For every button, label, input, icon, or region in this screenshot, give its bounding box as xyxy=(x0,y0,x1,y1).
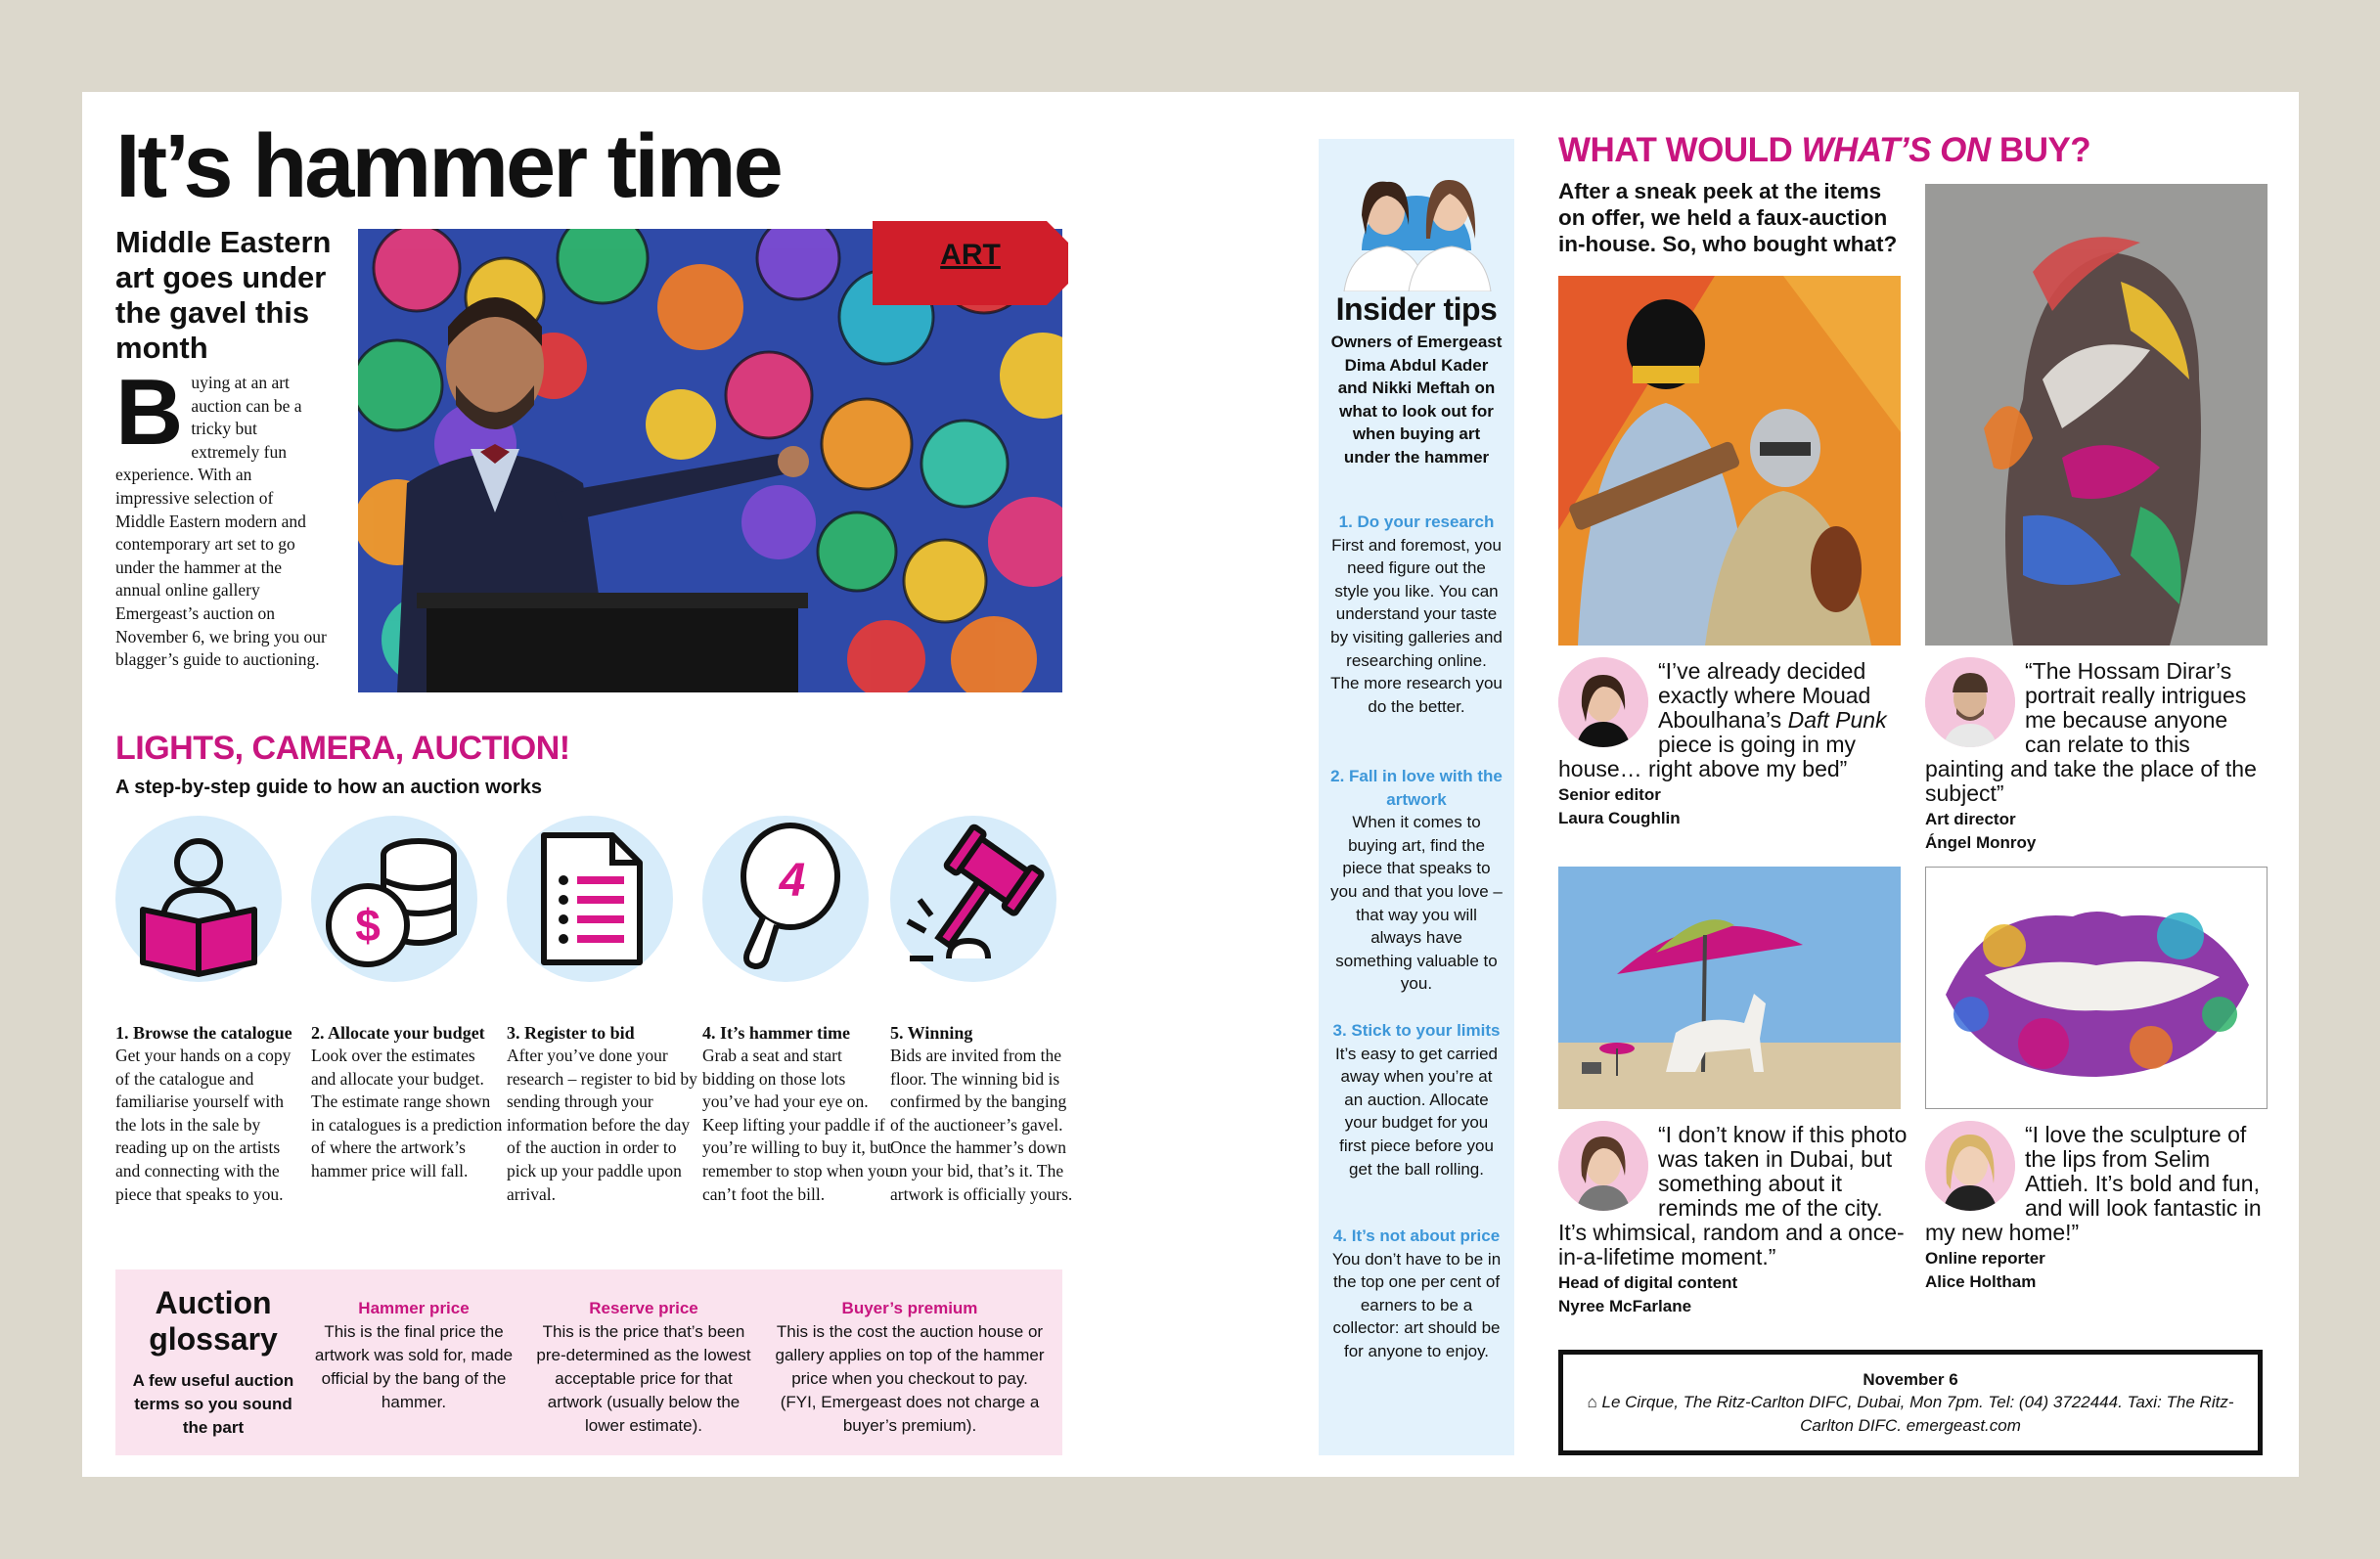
tips-title: Insider tips xyxy=(1335,291,1498,327)
intro-text: uying at an art auction can be a tricky but extremely fun experience. With an impressive selection of Middle Eastern modern and contemporary art set to go under the hammer at the annual online gallery Emergeast’s auction on November 6, we bring you our blagger’s guide to auctioning. xyxy=(115,373,327,670)
tip-title: 3. Stick to your limits xyxy=(1332,1021,1501,1040)
wwb-title-part: BUY? xyxy=(1990,131,2091,169)
step-title: 5. Winning xyxy=(890,1023,973,1043)
step-1 xyxy=(115,816,307,1206)
pick-name: Laura Coughlin xyxy=(1558,808,1681,827)
event-date: November 6 xyxy=(1863,1370,1958,1389)
wwb-title-brand: WHAT’S ON xyxy=(1801,131,1991,169)
quote-part: “I’ve already decided exactly where Mouad Aboulhana’s xyxy=(1658,658,1871,733)
avatar xyxy=(1558,657,1648,747)
section-subtitle: A step-by-step guide to how an auction works xyxy=(115,777,542,798)
drop-cap: B xyxy=(115,360,184,465)
pick-name: Alice Holtham xyxy=(1925,1271,2037,1291)
reading-person-icon xyxy=(115,816,282,982)
wwb-title xyxy=(1558,131,2090,170)
pick-quote-4 xyxy=(1925,1123,2268,1293)
step-title: 3. Register to bid xyxy=(507,1023,635,1043)
home-icon: ⌂ xyxy=(1587,1393,1597,1411)
paddle-number: 4 xyxy=(779,855,806,907)
tips-intro: Owners of Emergeast Dima Abdul Kader and Nikki Meftah on what to look out for when buying art under the hammer xyxy=(1330,333,1503,467)
coins-icon xyxy=(311,816,477,982)
section-title: LIGHTS, CAMERA, AUCTION! xyxy=(115,730,570,767)
wwb-intro: After a sneak peek at the items on offer, we held a faux-auction in-house. So, who bought what? xyxy=(1558,179,1898,256)
pick-name: Ángel Monroy xyxy=(1925,832,2037,852)
artwork-portrait xyxy=(1925,184,2268,646)
event-details-text: Le Cirque, The Ritz-Carlton DIFC, Dubai, Mon 7pm. Tel: (04) 3722444. Taxi: The Ritz-Carlton DIFC. emergeast.com xyxy=(1601,1393,2234,1435)
quote-part: piece is going in my house… right above my bed” xyxy=(1558,732,1856,781)
tip-item xyxy=(1330,1019,1503,1180)
svg-text:$: $ xyxy=(355,900,381,951)
event-details xyxy=(1563,1391,2258,1438)
step-3 xyxy=(507,816,698,1206)
artwork-lips-sculpture xyxy=(1925,867,2268,1109)
tip-title: 1. Do your research xyxy=(1338,512,1495,531)
step-body: After you’ve done your research – register to bid by sending through your information before the day of the auction in order to pick up your paddle upon arrival. xyxy=(507,1046,697,1204)
tip-item xyxy=(1330,1225,1503,1363)
avatar xyxy=(1558,1121,1648,1211)
glossary-term-text: This is the price that’s been pre-determined as the lowest acceptable price for that artwork (usually below the lower estimate). xyxy=(536,1322,751,1435)
glossary-term-label: Buyer’s premium xyxy=(841,1299,978,1317)
owners-photo xyxy=(1336,156,1497,291)
artwork-daft-punk xyxy=(1558,276,1901,646)
glossary-term xyxy=(773,1297,1047,1438)
right-page xyxy=(1319,92,2299,1477)
pick-quote-text: “I don’t know if this photo was taken in Dubai, but something about it reminds me of the city. It’s whimsical, random and a once-in-a-lifetime moment.” xyxy=(1558,1122,1908,1269)
tip-item xyxy=(1330,511,1503,718)
step-title: 2. Allocate your budget xyxy=(311,1023,485,1043)
section-tag-label: ART xyxy=(940,239,1001,271)
pick-quote-text: “The Hossam Dirar’s portrait really intrigues me because anyone can relate to this painting and take the place of the subject” xyxy=(1925,658,2257,806)
glossary-box xyxy=(115,1269,1062,1455)
quote-artwork-title: Daft Punk xyxy=(1787,707,1887,733)
step-body: Grab a seat and start bidding on those lots you’ve had your eye on. Keep lifting your paddle if you’re willing to buy it, but remember to stop when you can’t foot the bill. xyxy=(702,1046,894,1204)
glossary-term-label: Reserve price xyxy=(589,1299,698,1317)
avatar xyxy=(1925,657,2015,747)
artwork-beach-photo xyxy=(1558,867,1901,1109)
pick-quote-2 xyxy=(1925,659,2268,854)
pick-role: Art director xyxy=(1925,810,2016,828)
glossary-term-text: This is the final price the artwork was sold for, made official by the bang of the hammer. xyxy=(314,1322,514,1411)
glossary-title: Auction glossary xyxy=(149,1285,278,1357)
step-4 xyxy=(702,816,894,1206)
pick-role: Senior editor xyxy=(1558,785,1661,804)
step-body: Bids are invited from the floor. The winning bid is confirmed by the banging of the auctioneer’s gavel. Once the hammer’s down on your bid, that’s it. The artwork is officially yours. xyxy=(890,1046,1073,1204)
tip-body: It’s easy to get carried away when you’re at an auction. Allocate your budget for you first piece before you get the ball rolling. xyxy=(1335,1044,1498,1179)
pick-quote-3 xyxy=(1558,1123,1910,1317)
avatar xyxy=(1925,1121,2015,1211)
step-body: Get your hands on a copy of the catalogue and familiarise yourself with the lots in the sale by reading up on the artists and connecting with the piece that speaks to you. xyxy=(115,1046,292,1204)
tip-body: First and foremost, you need figure out the style you like. You can understand your taste by visiting galleries and researching online. The more research you do the better. xyxy=(1330,535,1503,716)
tip-title: 2. Fall in love with the artwork xyxy=(1330,767,1503,809)
pick-quote-1 xyxy=(1558,659,1910,829)
glossary-term xyxy=(313,1297,515,1414)
glossary-heading xyxy=(125,1285,301,1440)
step-2 xyxy=(311,816,503,1183)
tip-title: 4. It’s not about price xyxy=(1332,1226,1501,1245)
step-title: 4. It’s hammer time xyxy=(702,1023,850,1043)
intro-paragraph xyxy=(115,360,327,672)
wwb-title-part: WHAT WOULD xyxy=(1558,131,1802,169)
left-page xyxy=(82,92,1319,1477)
pick-role: Head of digital content xyxy=(1558,1273,1738,1292)
section-tag xyxy=(873,221,1068,305)
pick-role: Online reporter xyxy=(1925,1249,2045,1268)
headline: It’s hammer time xyxy=(115,116,781,216)
document-icon xyxy=(507,816,673,982)
glossary-subtitle: A few useful auction terms so you sound the part xyxy=(132,1371,294,1437)
paddle-icon xyxy=(702,816,869,982)
glossary-term xyxy=(536,1297,751,1438)
gavel-icon xyxy=(890,816,1056,982)
tip-body: When it comes to buying art, find the piece that speaks to you and that you love – that way you will always have something valuable to you. xyxy=(1330,813,1503,994)
pick-quote-text: “I love the sculpture of the lips from Selim Attieh. It’s bold and fun, and will look fantastic in my new home!” xyxy=(1925,1122,2262,1245)
tip-item xyxy=(1330,765,1503,996)
glossary-term-text: This is the cost the auction house or gallery applies on top of the hammer price when you checkout to pay. (FYI, Emergeast does not charge a buyer’s premium). xyxy=(775,1322,1045,1435)
insider-tips-sidebar xyxy=(1319,139,1514,1455)
pick-name: Nyree McFarlane xyxy=(1558,1296,1692,1315)
step-title: 1. Browse the catalogue xyxy=(115,1023,292,1043)
glossary-term-label: Hammer price xyxy=(358,1299,470,1317)
step-body: Look over the estimates and allocate your budget. The estimate range shown in catalogues is a prediction of where the artwork’s hammer price will fall. xyxy=(311,1046,503,1180)
tip-body: You don’t have to be in the top one per cent of earners to be a collector: art should be for anyone to enjoy. xyxy=(1331,1249,1502,1360)
event-info-box xyxy=(1558,1350,2263,1455)
step-5 xyxy=(890,816,1082,1206)
standfirst: Middle Eastern art goes under the gavel this month xyxy=(115,225,332,365)
